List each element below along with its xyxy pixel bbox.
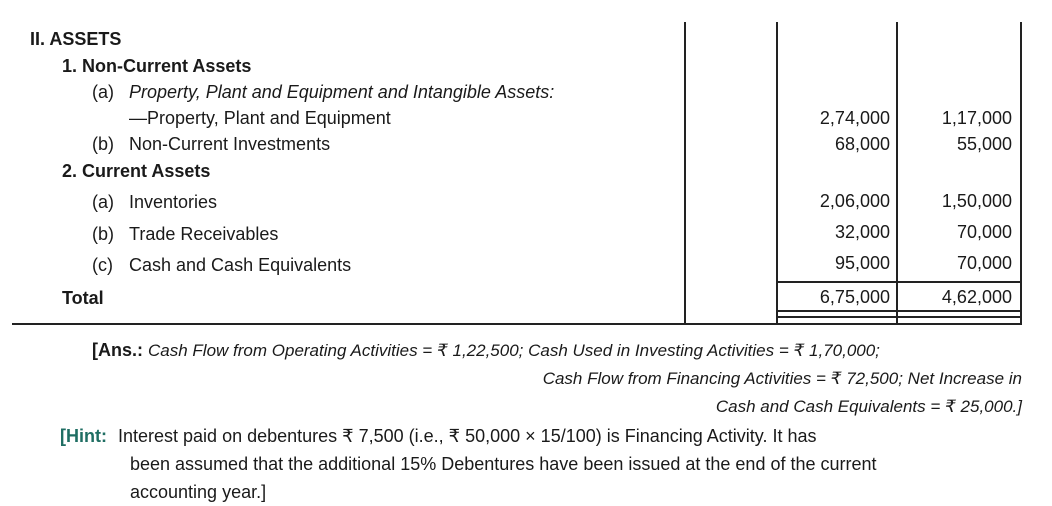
non-current-assets-heading: 1. Non-Current Assets [62, 56, 252, 76]
answer-text-1: Cash Flow from Operating Activities = ₹ 1,22,500; Cash Used in Investing Activities = ₹ 1,70,000; [148, 341, 880, 360]
cash-current-year: 95,000 [834, 253, 890, 273]
hint-line-2: been assumed that the additional 15% Debentures have been issued at the end of the current [130, 454, 877, 474]
total-top-rule [778, 281, 1022, 283]
answer-line-2: Cash Flow from Financing Activities = ₹ 72,500; Net Increase in [542, 369, 1022, 388]
cash-label: Cash and Cash Equivalents [129, 255, 352, 275]
inventories-marker: (a) [92, 192, 114, 212]
inventories-previous-year: 1,50,000 [941, 191, 1012, 211]
total-label: Total [62, 288, 104, 308]
table-bottom-rule [12, 323, 1022, 325]
answer-label: [Ans.: [92, 340, 143, 360]
column-divider-1 [684, 22, 686, 324]
investments-current-year: 68,000 [834, 134, 890, 154]
investments-marker: (b) [92, 134, 114, 154]
hint-block [60, 422, 1022, 506]
ppe-heading: Property, Plant and Equipment and Intangible Assets: [129, 82, 555, 102]
answer-line-3: Cash and Cash Equivalents = ₹ 25,000.] [715, 397, 1022, 416]
receivables-marker: (b) [92, 224, 114, 244]
column-divider-3 [896, 22, 898, 324]
investments-label: Non-Current Investments [129, 134, 331, 154]
ppe-current-year: 2,74,000 [819, 108, 890, 128]
total-previous-year: 4,62,000 [941, 287, 1012, 307]
total-bottom-rule-2 [778, 316, 1022, 318]
receivables-current-year: 32,000 [834, 222, 890, 242]
receivables-label: Trade Receivables [129, 224, 279, 244]
assets-heading: II. ASSETS [30, 29, 122, 49]
hint-text-1: Interest paid on debentures ₹ 7,500 (i.e., ₹ 50,000 × 15/100) is Financing Activity. It has [118, 426, 817, 446]
column-divider-4 [1020, 22, 1022, 324]
hint-line-1 [60, 422, 1022, 450]
total-current-year: 6,75,000 [819, 287, 890, 307]
ppe-heading-marker: (a) [92, 82, 114, 102]
current-assets-heading: 2. Current Assets [62, 161, 211, 181]
column-divider-2 [776, 22, 778, 324]
inventories-current-year: 2,06,000 [819, 191, 890, 211]
hint-line-3: accounting year.] [130, 482, 267, 502]
receivables-previous-year: 70,000 [956, 222, 1012, 242]
ppe-previous-year: 1,17,000 [941, 108, 1012, 128]
ppe-item-label: —Property, Plant and Equipment [129, 108, 391, 128]
inventories-label: Inventories [129, 192, 218, 212]
hint-label: [Hint: [60, 426, 107, 446]
answer-line-1 [92, 336, 1022, 365]
investments-previous-year: 55,000 [956, 134, 1012, 154]
total-bottom-rule-1 [778, 310, 1022, 312]
cash-marker: (c) [92, 255, 113, 275]
answer-block [92, 336, 1022, 421]
cash-previous-year: 70,000 [956, 253, 1012, 273]
